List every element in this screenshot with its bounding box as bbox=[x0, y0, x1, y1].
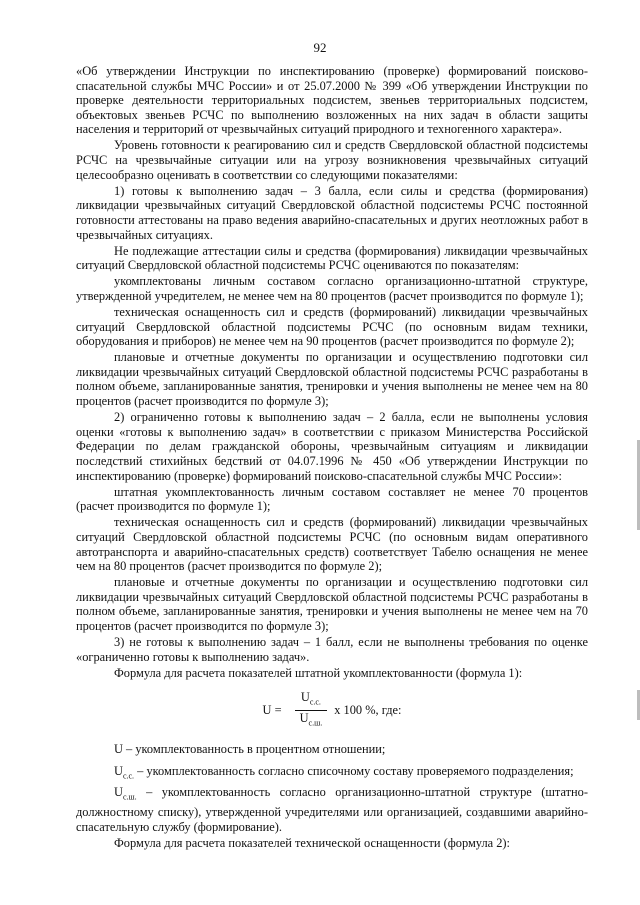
page-number: 92 bbox=[313, 40, 327, 55]
definition-item: U – укомплектованность в процентном отношении; bbox=[114, 742, 386, 757]
paragraph: штатная укомплектованность личным составом составляет не менее 70 процентов (расчет производится по формуле 1); bbox=[76, 484, 588, 514]
paragraph: Уровень готовности к реагированию сил и средств Свердловской областной подсистемы РСЧС на чрезвычайные ситуации или на угрозу возникновения чрезвычайных ситуаций целесообразно оценивать в соответствии со следующими показателями: bbox=[76, 138, 588, 182]
paragraph: 1) готовы к выполнению задач – 3 балла, если силы и средства (формирования) ликвидации чрезвычайных ситуаций Свердловской областной подсистемы РСЧС постоянной готовности аттестованы на право ведения аварийно-спасательных и других неотложных работ в чрезвычайных ситуациях. bbox=[76, 183, 588, 242]
paragraph: Не подлежащие аттестации силы и средства (формирования) ликвидации чрезвычайных ситуаций Свердловской областной подсистемы РСЧС оцениваются по показателям: bbox=[76, 243, 588, 273]
paragraph: Формула для расчета показателей технической оснащенности (формула 2): bbox=[114, 836, 510, 851]
formula-tail: x 100 %, где: bbox=[334, 703, 402, 718]
paragraph: Формула для расчета показателей штатной укомплектованности (формула 1): bbox=[114, 665, 523, 680]
definition-item: $U_{с.с.}$ – укомплектованность согласно списочному составу проверяемого подразделения; bbox=[114, 763, 574, 781]
document-body bbox=[76, 64, 588, 852]
paragraph: плановые и отчетные документы по организации и осуществлению подготовки сил ликвидации чрезвычайных ситуаций Свердловской областной подсистемы РСЧС разработаны в полном объеме, запланированные занятия, тренировки и учения выполнены не менее чем на 70 процентов (расчет производится по формуле 3); bbox=[76, 575, 588, 633]
paragraph: укомплектованы личным составом согласно организационно-штатной структуре, утвержденной учредителем, не менее чем на 80 процентов (расчет производится по формуле 1); bbox=[76, 274, 588, 303]
paragraph: «Об утверждении Инструкции по инспектированию (проверке) формирований поисково-спасательной службы МЧС России» и от 25.07.2000 № 399 «Об утверждении Инструкции по проверке деятельности территориальных подсистем, звеньев территориальных подсистем, объектовых звеньев РСЧС по выполнению возложенных на них задач в области защиты населения и территорий от чрезвычайных ситуаций природного и техногенного характера». bbox=[76, 64, 588, 137]
formula-denominator: $U_{с.ш.}$ bbox=[299, 710, 323, 728]
paragraph: техническая оснащенность сил и средств (формирований) ликвидации чрезвычайных ситуаций Свердловской областной подсистемы РСЧС (по основным видам оперативного автотранспорта и аварийно-спасательных средств) соответствует Табелю оснащения не менее чем на 80 процентов (расчет производится по формуле 2); bbox=[76, 515, 588, 574]
paragraph: 3) не готовы к выполнению задач – 1 балл, если не выполнены требования по оценке «ограниченно готовы к выполнению задач». bbox=[76, 635, 588, 664]
paragraph: плановые и отчетные документы по организации и осуществлению подготовки сил ликвидации чрезвычайных ситуаций Свердловской областной подсистемы РСЧС разработаны в полном объеме, запланированные занятия, тренировки и учения выполнены не менее чем на 80 процентов (расчет производится по формуле 3); bbox=[76, 350, 588, 409]
formula-fraction bbox=[294, 690, 329, 730]
definition-item: $U_{с.ш.}$ – укомплектованность согласно организационно-штатной структуре (штатно-должностному списку), утвержденной учредителями или организацией, создавшими аварийно-спасательную службу (формирование). bbox=[76, 785, 588, 835]
formula-lhs: U = bbox=[262, 703, 282, 718]
formula-1 bbox=[76, 690, 588, 730]
paragraph: техническая оснащенность сил и средств (формирований) ликвидации чрезвычайных ситуаций Свердловской областной подсистемы РСЧС (по основным видам техники, оборудования и приборов) не менее чем на 90 процентов (расчет производится по формуле 2); bbox=[76, 305, 588, 349]
formula-numerator: $U_{с.с.}$ bbox=[295, 690, 327, 710]
paragraph: 2) ограниченно готовы к выполнению задач – 2 балла, если не выполнены условия оценки «готовы к выполнению задач» в соответствии с приказом Министерства Российской Федерации по делам гражданской обороны, чрезвычайным ситуациям и ликвидации последствий стихийных бедствий от 04.07.1996 № 450 «Об утверждении Инструкции по инспектированию (проверке) формирований поисково-спасательной службы МЧС России»: bbox=[76, 410, 588, 483]
